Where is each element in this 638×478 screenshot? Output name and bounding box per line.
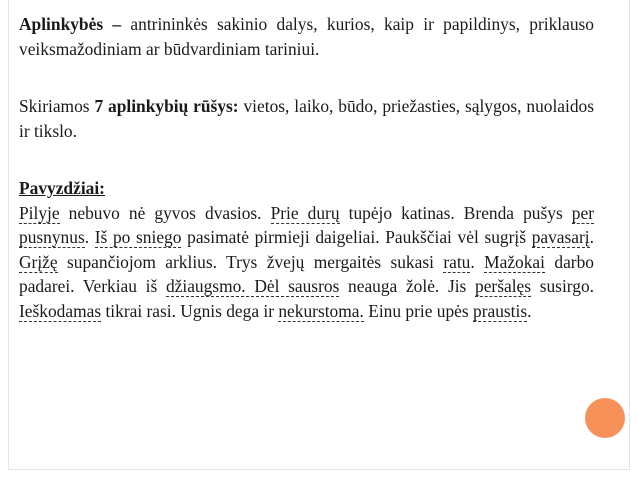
term-heading: Aplinkybės [19,14,104,34]
types-lead: Skiriamos [19,96,95,116]
example-text: darbo padarei. Verkiau iš [19,251,594,296]
adverbial-phrase: Pilyje [19,202,60,223]
examples-heading-line [19,176,594,201]
adverbial-phrase: Prie durų [270,202,340,223]
example-text: Einu prie upės [363,300,473,321]
term-dash: – [103,14,131,34]
example-text: pasimatė pirmieji daigeliai. Paukščiai vėl sugrįš [181,227,532,247]
adverbial-phrase: Iš po sniego [94,227,182,247]
slide-content [19,12,594,323]
decorative-orange-circle [585,398,625,438]
example-text: . [527,300,532,321]
adverbial-phrase: Grįžę [19,251,58,272]
adverbial-phrase: per pusnynus [19,202,594,247]
types-paragraph [19,94,594,143]
types-bold: 7 aplinkybių rūšys: [94,96,239,116]
example-text: tikrai rasi. Ugnis dega ir [101,300,279,321]
adverbial-phrase: praustis [473,300,528,321]
examples-paragraph [19,201,594,324]
definition-paragraph [19,12,594,61]
adverbial-phrase: Mažokai [484,251,545,272]
adverbial-phrase: nekurstoma. [278,300,364,321]
definition-text: antrininkės sakinio dalys, kurios, kaip ir papildinys, priklauso veiksmažodiniam ar būdvardiniam tariniui. [19,14,595,59]
types-list: vietos, laiko, būdo, priežasties, sąlygos, nuolaidos ir tikslo. [19,96,594,141]
adverbial-phrase: pavasarį [531,227,590,247]
adverbial-phrase: ratu [443,251,471,272]
example-text: susirgo. [531,276,594,296]
example-text: . [84,227,95,247]
adverbial-phrase: džiaugsmo. Dėl sausros [165,276,340,296]
adverbial-phrase: Ieškodamas [19,300,102,321]
example-text: neauga žolė. Jis [339,276,476,296]
examples-title: Pavyzdžiai: [19,178,105,198]
example-text: supančiojom arklius. Trys žvejų mergaitės sukasi [57,251,444,272]
adverbial-phrase: peršalęs [475,276,532,296]
example-text: nebuvo nė gyvos dvasios. [59,202,271,223]
example-text: . [589,227,594,247]
example-text: tupėjo katinas. Brenda pušys [339,202,572,223]
example-text: . [470,251,485,272]
